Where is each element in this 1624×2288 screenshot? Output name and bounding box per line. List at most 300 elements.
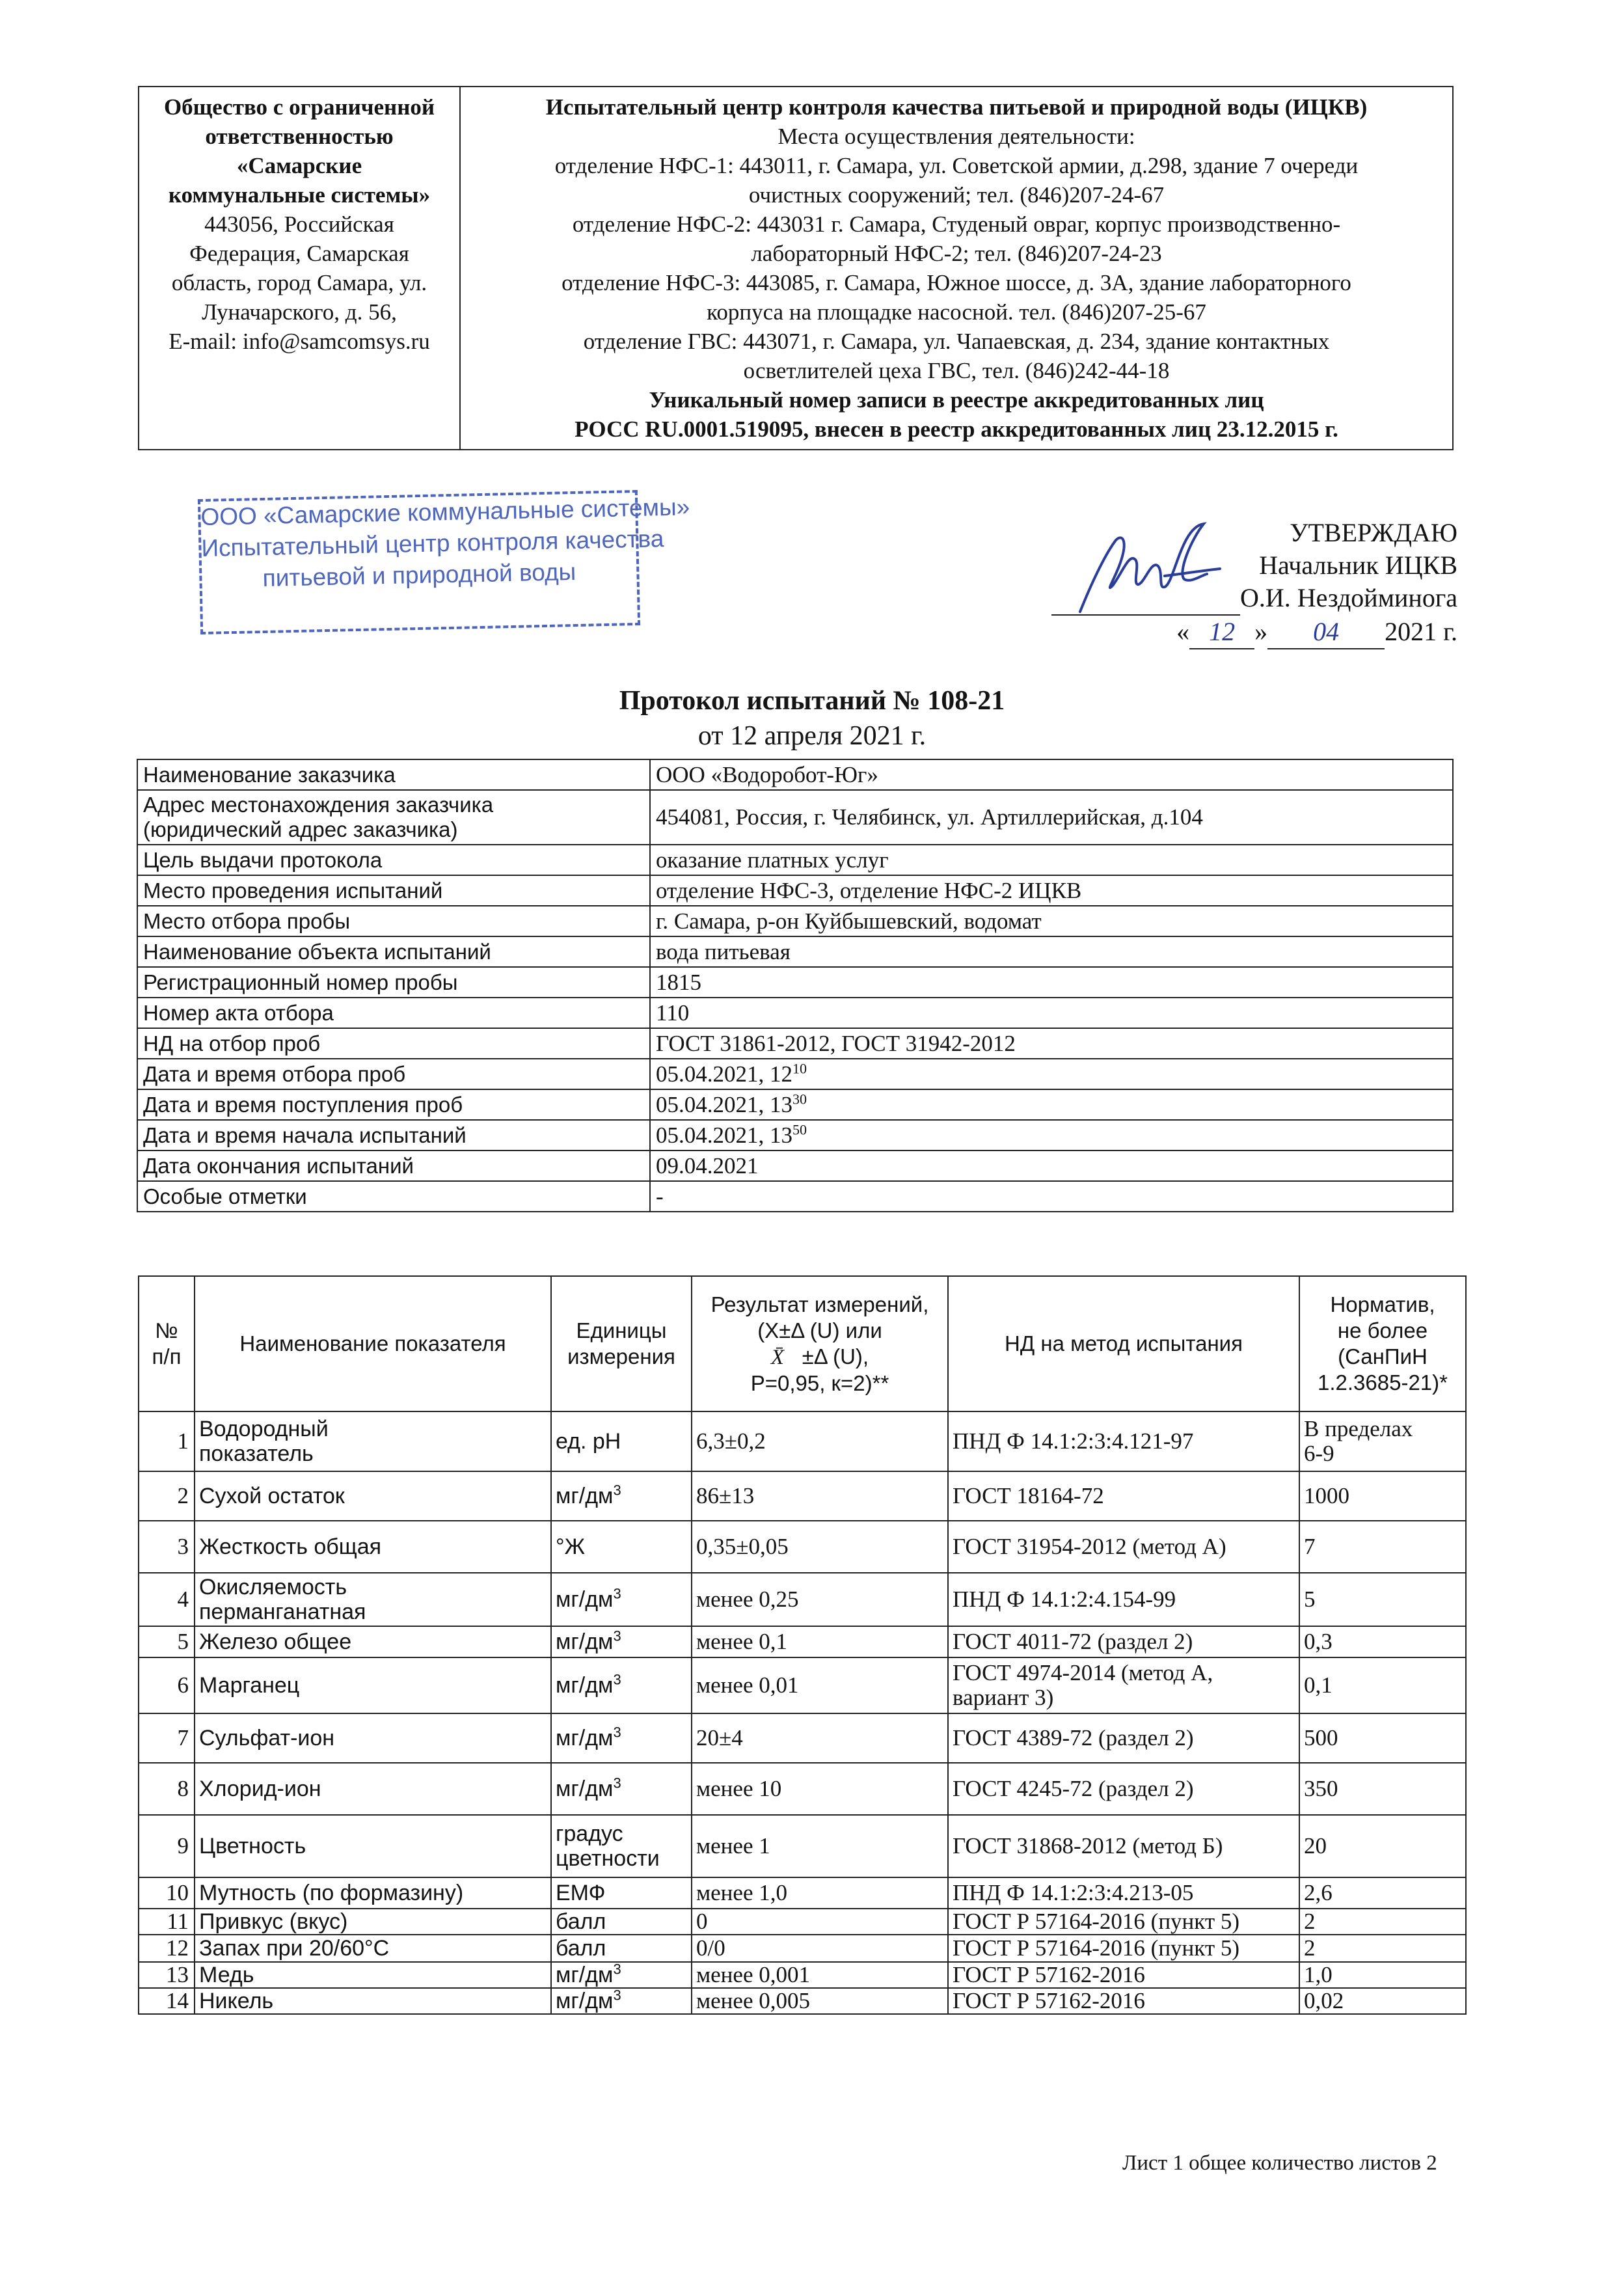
- unit-text: [556, 1429, 687, 1454]
- lab-cell: [460, 87, 1453, 450]
- method-cell: [948, 1713, 1299, 1763]
- header-text: измерения: [567, 1344, 675, 1369]
- method-cell: [948, 1411, 1299, 1471]
- norm-value: В пределах: [1304, 1416, 1413, 1441]
- table-row: [139, 1815, 1466, 1877]
- organization-cell: [139, 87, 460, 450]
- result-value: менее 0,25: [696, 1587, 799, 1612]
- result-value: 86±13: [696, 1483, 755, 1508]
- unit-text: [556, 1821, 687, 1846]
- row-number: [139, 1713, 195, 1763]
- table-row: [139, 1626, 1466, 1657]
- info-label: НД на отбор проб: [137, 1028, 650, 1059]
- info-row: [137, 998, 1453, 1028]
- info-label: Цель выдачи протокола: [137, 845, 650, 875]
- norm-cell: [1299, 1988, 1466, 2014]
- info-value-text: 05.04.2021, 13: [656, 1122, 792, 1148]
- parameter-cell: [195, 1909, 551, 1935]
- unit-name: мг/дм: [556, 1777, 614, 1801]
- result-value: менее 0,1: [696, 1629, 787, 1654]
- approval-block: [989, 517, 1457, 649]
- info-value: 1815: [650, 967, 1453, 998]
- header-text: не более: [1337, 1318, 1428, 1342]
- unit-name: балл: [556, 1936, 606, 1961]
- unit-name: цветности: [556, 1846, 660, 1871]
- norm-cell: [1299, 1713, 1466, 1763]
- result-cell: [692, 1713, 948, 1763]
- table-row: [139, 1988, 1466, 2014]
- org-address-line: 443056, Российская: [204, 211, 394, 237]
- stamp-line: Испытательный центр контроля качества: [201, 525, 664, 562]
- row-number-text: 2: [177, 1483, 189, 1508]
- org-line: коммунальные системы»: [168, 182, 431, 208]
- row-number: [139, 1411, 195, 1471]
- lab-branch-line: отделение ГВС: 443071, г. Самара, ул. Чапаевская, д. 234, здание контактных: [583, 329, 1330, 354]
- row-number: [139, 1815, 195, 1877]
- info-row: [137, 936, 1453, 967]
- norm-value: 350: [1304, 1776, 1338, 1801]
- method-cell: [948, 1962, 1299, 1988]
- unit-cell: [551, 1815, 692, 1877]
- norm-cell: [1299, 1909, 1466, 1935]
- unit-text: [556, 1534, 687, 1559]
- info-value-minutes: 30: [792, 1090, 807, 1107]
- parameter-cell: [195, 1713, 551, 1763]
- parameter-name: Цветность: [199, 1834, 306, 1859]
- result-cell: [692, 1657, 948, 1713]
- unit-cell: [551, 1877, 692, 1909]
- row-number-text: 13: [166, 1962, 189, 1987]
- unit-name: мг/дм: [556, 1673, 614, 1698]
- unit-superscript: 3: [613, 1724, 621, 1741]
- table-row: [139, 1935, 1466, 1962]
- lab-branch-line: корпуса на площадке насосной. тел. (846)207-25-67: [707, 299, 1206, 325]
- norm-cell: [1299, 1657, 1466, 1713]
- unit-cell: [551, 1471, 692, 1521]
- method-cell: [948, 1988, 1299, 2014]
- parameter-name: Привкус (вкус): [199, 1909, 348, 1934]
- table-row: [139, 1962, 1466, 1988]
- method-name: ГОСТ 31868-2012 (метод Б): [953, 1833, 1223, 1859]
- row-number-text: 3: [177, 1534, 189, 1559]
- norm-cell: [1299, 1877, 1466, 1909]
- norm-value: 0,02: [1304, 1988, 1344, 2013]
- info-label: Место отбора пробы: [137, 906, 650, 936]
- row-number-text: 4: [177, 1587, 189, 1612]
- header-text: P=0,95, к=2)**: [750, 1370, 889, 1395]
- unit-cell: [551, 1935, 692, 1962]
- unit-text: [556, 1936, 687, 1961]
- method-cell: [948, 1935, 1299, 1962]
- table-row: [139, 1521, 1466, 1573]
- stamp-line: ООО «Самарские коммунальные системы»: [200, 493, 690, 531]
- parameter-name: Сульфат-ион: [199, 1726, 335, 1750]
- parameter-name: Жесткость общая: [199, 1534, 382, 1559]
- parameter-cell: [195, 1626, 551, 1657]
- info-value-minutes: 50: [792, 1121, 807, 1137]
- unit-superscript: 3: [613, 1482, 621, 1499]
- lab-title: Испытательный центр контроля качества питьевой и природной воды (ИЦКВ): [545, 94, 1368, 120]
- approval-heading: УТВЕРЖДАЮ: [1290, 518, 1457, 547]
- parameter-cell: [195, 1877, 551, 1909]
- stamp-line: питьевой и природной воды: [262, 558, 576, 592]
- unit-superscript: 3: [613, 1627, 621, 1644]
- method-cell: [948, 1573, 1299, 1626]
- header-text: п/п: [152, 1344, 182, 1369]
- row-number-text: 5: [177, 1629, 189, 1654]
- org-address-line: область, город Самара, ул.: [171, 270, 427, 295]
- unit-cell: [551, 1988, 692, 2014]
- x-bar-symbol: X̄: [770, 1345, 785, 1369]
- info-value: оказание платных услуг: [650, 845, 1453, 875]
- unit-name: мг/дм: [556, 1989, 614, 2013]
- row-number: [139, 1471, 195, 1521]
- unit-text: [556, 1777, 687, 1801]
- unit-name: ед. рН: [556, 1429, 621, 1454]
- row-number-text: 1: [177, 1428, 189, 1454]
- lab-branch-line: отделение НФС-1: 443011, г. Самара, ул. Советской армии, д.298, здание 7 очереди: [554, 153, 1359, 178]
- info-label: Дата окончания испытаний: [137, 1151, 650, 1181]
- row-number: [139, 1909, 195, 1935]
- unit-cell: [551, 1657, 692, 1713]
- norm-cell: [1299, 1471, 1466, 1521]
- unit-name: мг/дм: [556, 1587, 614, 1612]
- parameter-name: показатель: [199, 1441, 314, 1466]
- col-header-method: НД на метод испытания: [948, 1276, 1299, 1411]
- table-row: [139, 1411, 1466, 1471]
- unit-text: [556, 1726, 687, 1750]
- result-value: 6,3±0,2: [696, 1428, 766, 1454]
- unit-text: [556, 1963, 687, 1987]
- norm-value: 1,0: [1304, 1962, 1333, 1987]
- unit-cell: [551, 1962, 692, 1988]
- info-row: [137, 1089, 1453, 1120]
- info-row: [137, 1059, 1453, 1089]
- parameter-name: Никель: [199, 1989, 274, 2013]
- norm-cell: [1299, 1521, 1466, 1573]
- header-text: (СанПиН: [1338, 1344, 1428, 1369]
- header-text: 1.2.3685-21)*: [1318, 1370, 1448, 1395]
- approval-day: 12: [1189, 616, 1254, 649]
- protocol-title-block: [0, 683, 1624, 754]
- col-header-result: [692, 1276, 948, 1411]
- parameter-cell: [195, 1657, 551, 1713]
- result-value: менее 0,005: [696, 1988, 810, 2013]
- parameter-cell: [195, 1471, 551, 1521]
- lab-branch-line: осветлителей цеха ГВС, тел. (846)242-44-18: [743, 358, 1170, 383]
- info-row: [137, 1151, 1453, 1181]
- info-row: [137, 967, 1453, 998]
- norm-value: 1000: [1304, 1483, 1349, 1508]
- header-text: [695, 1344, 945, 1370]
- lab-branch-line: отделение НФС-3: 443085, г. Самара, Южное шоссе, д. 3А, здание лабораторного: [562, 270, 1351, 295]
- info-row: [137, 906, 1453, 936]
- row-number-text: 12: [166, 1935, 189, 1961]
- unit-name: градус: [556, 1821, 623, 1846]
- unit-cell: [551, 1573, 692, 1626]
- org-line: Общество с ограниченной: [163, 94, 435, 120]
- norm-value: 0,3: [1304, 1629, 1333, 1654]
- approval-year: 2021 г.: [1385, 617, 1457, 646]
- approval-position: Начальник ИЦКВ: [1259, 551, 1457, 580]
- unit-text: [556, 1673, 687, 1698]
- lab-branch-line: лабораторный НФС-2; тел. (846)207-24-23: [751, 241, 1162, 266]
- result-cell: [692, 1935, 948, 1962]
- table-row: [139, 1713, 1466, 1763]
- info-value-text: 05.04.2021, 13: [656, 1091, 792, 1117]
- protocol-title: Протокол испытаний № 108-21: [619, 686, 1005, 716]
- method-cell: [948, 1657, 1299, 1713]
- unit-superscript: 3: [613, 1987, 621, 2004]
- registry-line: Уникальный номер записи в реестре аккредитованных лиц: [649, 387, 1264, 413]
- info-value: [650, 1089, 1453, 1120]
- unit-cell: [551, 1909, 692, 1935]
- method-name: вариант 3): [953, 1685, 1054, 1710]
- method-name: ГОСТ Р 57164-2016 (пункт 5): [953, 1909, 1240, 1934]
- parameter-cell: [195, 1962, 551, 1988]
- registry-line: РОСС RU.0001.519095, внесен в реестр аккредитованных лиц 23.12.2015 г.: [575, 416, 1338, 442]
- norm-value: 20: [1304, 1833, 1327, 1859]
- info-value: ООО «Водоробот-Юг»: [650, 759, 1453, 790]
- org-address-line: Федерация, Самарская: [189, 241, 409, 266]
- norm-value: 2: [1304, 1935, 1316, 1961]
- method-cell: [948, 1521, 1299, 1573]
- lab-branch-line: очистных сооружений; тел. (846)207-24-67: [748, 182, 1165, 208]
- parameter-cell: [195, 1573, 551, 1626]
- norm-value: 6-9: [1304, 1441, 1334, 1466]
- row-number-text: 7: [177, 1725, 189, 1750]
- norm-cell: [1299, 1962, 1466, 1988]
- unit-cell: [551, 1411, 692, 1471]
- page-counter: Лист 1 общее количество листов 2: [1122, 2151, 1437, 2175]
- info-label: [137, 790, 650, 845]
- parameter-cell: [195, 1521, 551, 1573]
- result-value: менее 10: [696, 1776, 782, 1801]
- method-cell: [948, 1763, 1299, 1815]
- unit-name: ЕМФ: [556, 1881, 606, 1905]
- info-row: [137, 1120, 1453, 1151]
- header-text: Единицы: [576, 1318, 667, 1342]
- protocol-date: от 12 апреля 2021 г.: [697, 721, 927, 751]
- unit-text: [556, 1629, 687, 1654]
- info-label: Наименование заказчика: [137, 759, 650, 790]
- parameter-cell: [195, 1411, 551, 1471]
- method-name: ГОСТ 31954-2012 (метод А): [953, 1534, 1226, 1559]
- info-value-minutes: 10: [792, 1059, 807, 1076]
- row-number-text: 10: [166, 1880, 189, 1905]
- unit-text: [556, 1484, 687, 1508]
- norm-value: 0,1: [1304, 1672, 1333, 1698]
- result-cell: [692, 1573, 948, 1626]
- parameter-name: Мутность (по формазину): [199, 1881, 464, 1905]
- info-value: [650, 1120, 1453, 1151]
- parameter-cell: [195, 1935, 551, 1962]
- row-number-text: 6: [177, 1672, 189, 1698]
- header-text: (X±Δ (U) или: [757, 1318, 882, 1342]
- row-number: [139, 1573, 195, 1626]
- unit-cell: [551, 1763, 692, 1815]
- row-number: [139, 1626, 195, 1657]
- method-name: ГОСТ Р 57162-2016: [953, 1988, 1145, 2013]
- approver-name: О.И. Нездойминога: [1239, 583, 1457, 612]
- info-row: [137, 759, 1453, 790]
- org-email: E-mail: info@samcomsys.ru: [169, 329, 430, 354]
- result-value: менее 0,01: [696, 1672, 799, 1698]
- parameter-name: Хлорид-ион: [199, 1777, 321, 1801]
- parameter-cell: [195, 1988, 551, 2014]
- info-row: [137, 790, 1453, 845]
- header-text: ±Δ (U),: [802, 1344, 869, 1369]
- result-cell: [692, 1815, 948, 1877]
- header-text: Норматив,: [1330, 1292, 1435, 1316]
- info-label-line: Адрес местонахождения заказчика: [143, 793, 494, 817]
- unit-cell: [551, 1626, 692, 1657]
- org-line: ответственностью: [205, 124, 394, 149]
- approval-date: « 12 » 04 2021 г.: [989, 616, 1457, 649]
- method-cell: [948, 1909, 1299, 1935]
- parameter-name: Марганец: [199, 1673, 300, 1698]
- norm-cell: [1299, 1763, 1466, 1815]
- row-number-text: 9: [177, 1833, 189, 1859]
- lab-subtitle: Места осуществления деятельности:: [778, 124, 1135, 149]
- norm-value: 2: [1304, 1909, 1316, 1934]
- result-value: менее 1,0: [696, 1880, 787, 1905]
- parameter-name: Запах при 20/60°С: [199, 1936, 390, 1961]
- info-label: Место проведения испытаний: [137, 875, 650, 906]
- method-name: ГОСТ 18164-72: [953, 1483, 1104, 1508]
- info-row: [137, 1181, 1453, 1212]
- parameter-name: Окисляемость: [199, 1575, 347, 1600]
- method-name: ГОСТ 4974-2014 (метод А,: [953, 1660, 1213, 1685]
- row-number-text: 8: [177, 1776, 189, 1801]
- method-name: ГОСТ Р 57164-2016 (пункт 5): [953, 1935, 1240, 1961]
- norm-cell: [1299, 1815, 1466, 1877]
- method-name: ПНД Ф 14.1:2:3:4.213-05: [953, 1880, 1194, 1905]
- result-value: менее 1: [696, 1833, 770, 1859]
- parameter-name: Водородный: [199, 1417, 329, 1441]
- table-row: [139, 1877, 1466, 1909]
- result-value: менее 0,001: [696, 1962, 810, 1987]
- method-name: ПНД Ф 14.1:2:4.154-99: [953, 1587, 1176, 1612]
- table-row: [139, 1471, 1466, 1521]
- method-name: ГОСТ 4011-72 (раздел 2): [953, 1629, 1193, 1654]
- unit-superscript: 3: [613, 1775, 621, 1791]
- unit-text: [556, 1989, 687, 2013]
- result-cell: [692, 1521, 948, 1573]
- info-row: [137, 845, 1453, 875]
- info-value-text: 05.04.2021, 12: [656, 1061, 792, 1087]
- row-number: [139, 1657, 195, 1713]
- org-line: «Самарские: [236, 153, 362, 178]
- method-cell: [948, 1877, 1299, 1909]
- col-header-unit: [551, 1276, 692, 1411]
- info-label: Наименование объекта испытаний: [137, 936, 650, 967]
- approval-name-line: [989, 582, 1457, 616]
- org-address-line: Луначарского, д. 56,: [202, 299, 397, 325]
- unit-name: °Ж: [556, 1534, 585, 1559]
- info-value: -: [650, 1181, 1453, 1212]
- parameter-name: Сухой остаток: [199, 1484, 345, 1508]
- row-number: [139, 1763, 195, 1815]
- norm-value: 2,6: [1304, 1880, 1333, 1905]
- result-cell: [692, 1988, 948, 2014]
- info-value: 09.04.2021: [650, 1151, 1453, 1181]
- unit-name: балл: [556, 1909, 606, 1934]
- unit-superscript: 3: [613, 1961, 621, 1978]
- table-row: [139, 1909, 1466, 1935]
- parameter-cell: [195, 1815, 551, 1877]
- info-label: Дата и время начала испытаний: [137, 1120, 650, 1151]
- header-text: №: [155, 1318, 178, 1342]
- norm-cell: [1299, 1935, 1466, 1962]
- norm-value: 500: [1304, 1725, 1338, 1750]
- info-value: вода питьевая: [650, 936, 1453, 967]
- unit-text: [556, 1881, 687, 1905]
- result-cell: [692, 1763, 948, 1815]
- parameter-name: Медь: [199, 1963, 254, 1987]
- info-label: Дата и время поступления проб: [137, 1089, 650, 1120]
- unit-superscript: 3: [613, 1585, 621, 1602]
- unit-name: мг/дм: [556, 1726, 614, 1750]
- row-number: [139, 1877, 195, 1909]
- norm-value: 7: [1304, 1534, 1316, 1559]
- result-value: 0: [696, 1909, 708, 1934]
- header-table: [138, 86, 1454, 450]
- col-header-number: [139, 1276, 195, 1411]
- row-number: [139, 1935, 195, 1962]
- parameter-cell: [195, 1763, 551, 1815]
- row-number: [139, 1962, 195, 1988]
- sample-info-table: [137, 759, 1454, 1212]
- info-value: [650, 1059, 1453, 1089]
- info-value: 454081, Россия, г. Челябинск, ул. Артиллерийская, д.104: [650, 790, 1453, 845]
- method-cell: [948, 1815, 1299, 1877]
- result-value: 0/0: [696, 1935, 725, 1961]
- results-table: [138, 1275, 1467, 2015]
- row-number: [139, 1988, 195, 2014]
- lab-branch-line: отделение НФС-2: 443031 г. Самара, Студеный овраг, корпус производственно-: [572, 211, 1341, 237]
- result-cell: [692, 1909, 948, 1935]
- method-name: ГОСТ 4389-72 (раздел 2): [953, 1725, 1194, 1750]
- lab-stamp: [198, 490, 690, 634]
- unit-name: мг/дм: [556, 1629, 614, 1654]
- table-row: [139, 1657, 1466, 1713]
- info-label: Регистрационный номер пробы: [137, 967, 650, 998]
- result-cell: [692, 1411, 948, 1471]
- result-value: 0,35±0,05: [696, 1534, 789, 1559]
- table-row: [139, 1573, 1466, 1626]
- unit-superscript: 3: [613, 1671, 621, 1688]
- norm-cell: [1299, 1626, 1466, 1657]
- unit-cell: [551, 1521, 692, 1573]
- unit-name: мг/дм: [556, 1484, 614, 1508]
- parameter-name: перманганатная: [199, 1600, 366, 1624]
- unit-name: мг/дм: [556, 1963, 614, 1987]
- row-number-text: 14: [166, 1988, 189, 2013]
- info-value: г. Самара, р-он Куйбышевский, водомат: [650, 906, 1453, 936]
- col-header-parameter: Наименование показателя: [195, 1276, 551, 1411]
- unit-text: [556, 1587, 687, 1612]
- method-cell: [948, 1626, 1299, 1657]
- info-label: Номер акта отбора: [137, 998, 650, 1028]
- result-cell: [692, 1962, 948, 1988]
- info-row: [137, 1028, 1453, 1059]
- results-header-row: [139, 1276, 1466, 1411]
- method-name: ГОСТ Р 57162-2016: [953, 1962, 1145, 1987]
- row-number: [139, 1521, 195, 1573]
- info-label-line: (юридический адрес заказчика): [143, 817, 458, 841]
- result-cell: [692, 1626, 948, 1657]
